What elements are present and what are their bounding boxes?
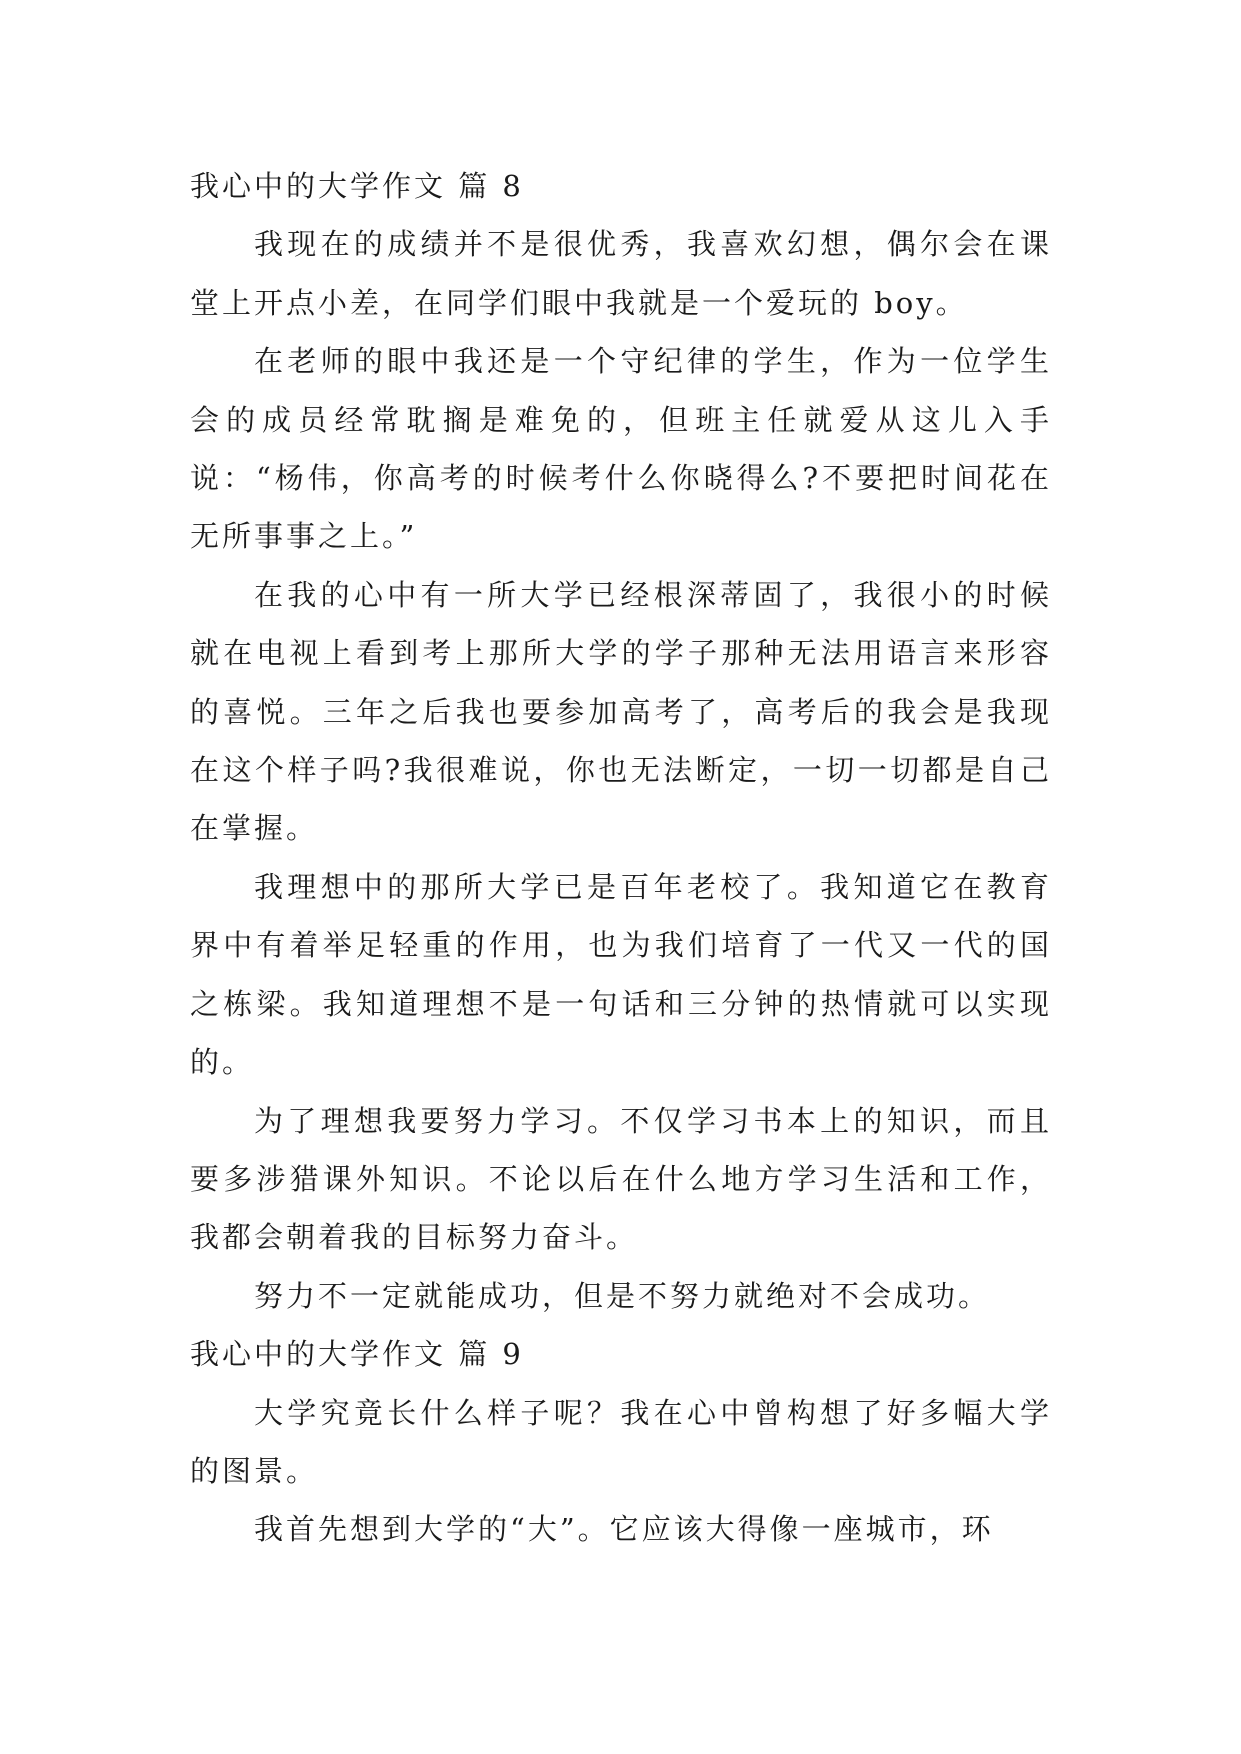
paragraph: 为了理想我要努力学习。不仅学习书本上的知识，而且要多涉猎课外知识。不论以后在什么地方学习生活和工作，我都会朝着我的目标努力奋斗。 — [190, 1103, 1052, 1255]
paragraph: 在我的心中有一所大学已经根深蒂固了，我很小的时候就在电视上看到考上那所大学的学子那种无法用语言来形容的喜悦。三年之后我也要参加高考了，高考后的我会是我现在这个样子吗?我很难说，你也无法断定，一切一切都是自己在掌握。 — [190, 577, 1052, 846]
paragraph: 我理想中的那所大学已是百年老校了。我知道它在教育界中有着举足轻重的作用，也为我们培育了一代又一代的国之栋梁。我知道理想不是一句话和三分钟的热情就可以实现的。 — [190, 869, 1052, 1080]
paragraph: 在老师的眼中我还是一个守纪律的学生，作为一位学生会的成员经常耽搁是难免的，但班主任就爱从这儿入手说：“杨伟，你高考的时候考什么你晓得么?不要把时间花在无所事事之上。” — [190, 344, 1052, 554]
paragraph: 大学究竟长什么样子呢？我在心中曾构想了好多幅大学的图景。 — [190, 1395, 1052, 1488]
section-title: 我心中的大学作文 篇 8 — [190, 169, 524, 203]
section-title: 我心中的大学作文 篇 9 — [190, 1337, 524, 1372]
document-body — [190, 157, 1052, 1559]
paragraph: 我现在的成绩并不是很优秀，我喜欢幻想，偶尔会在课堂上开点小差，在同学们眼中我就是一个爱玩的 boy。 — [190, 227, 1052, 320]
paragraph: 我首先想到大学的“大”。它应该大得像一座城市，环 — [254, 1512, 994, 1547]
paragraph: 努力不一定就能成功，但是不努力就绝对不会成功。 — [254, 1278, 991, 1313]
